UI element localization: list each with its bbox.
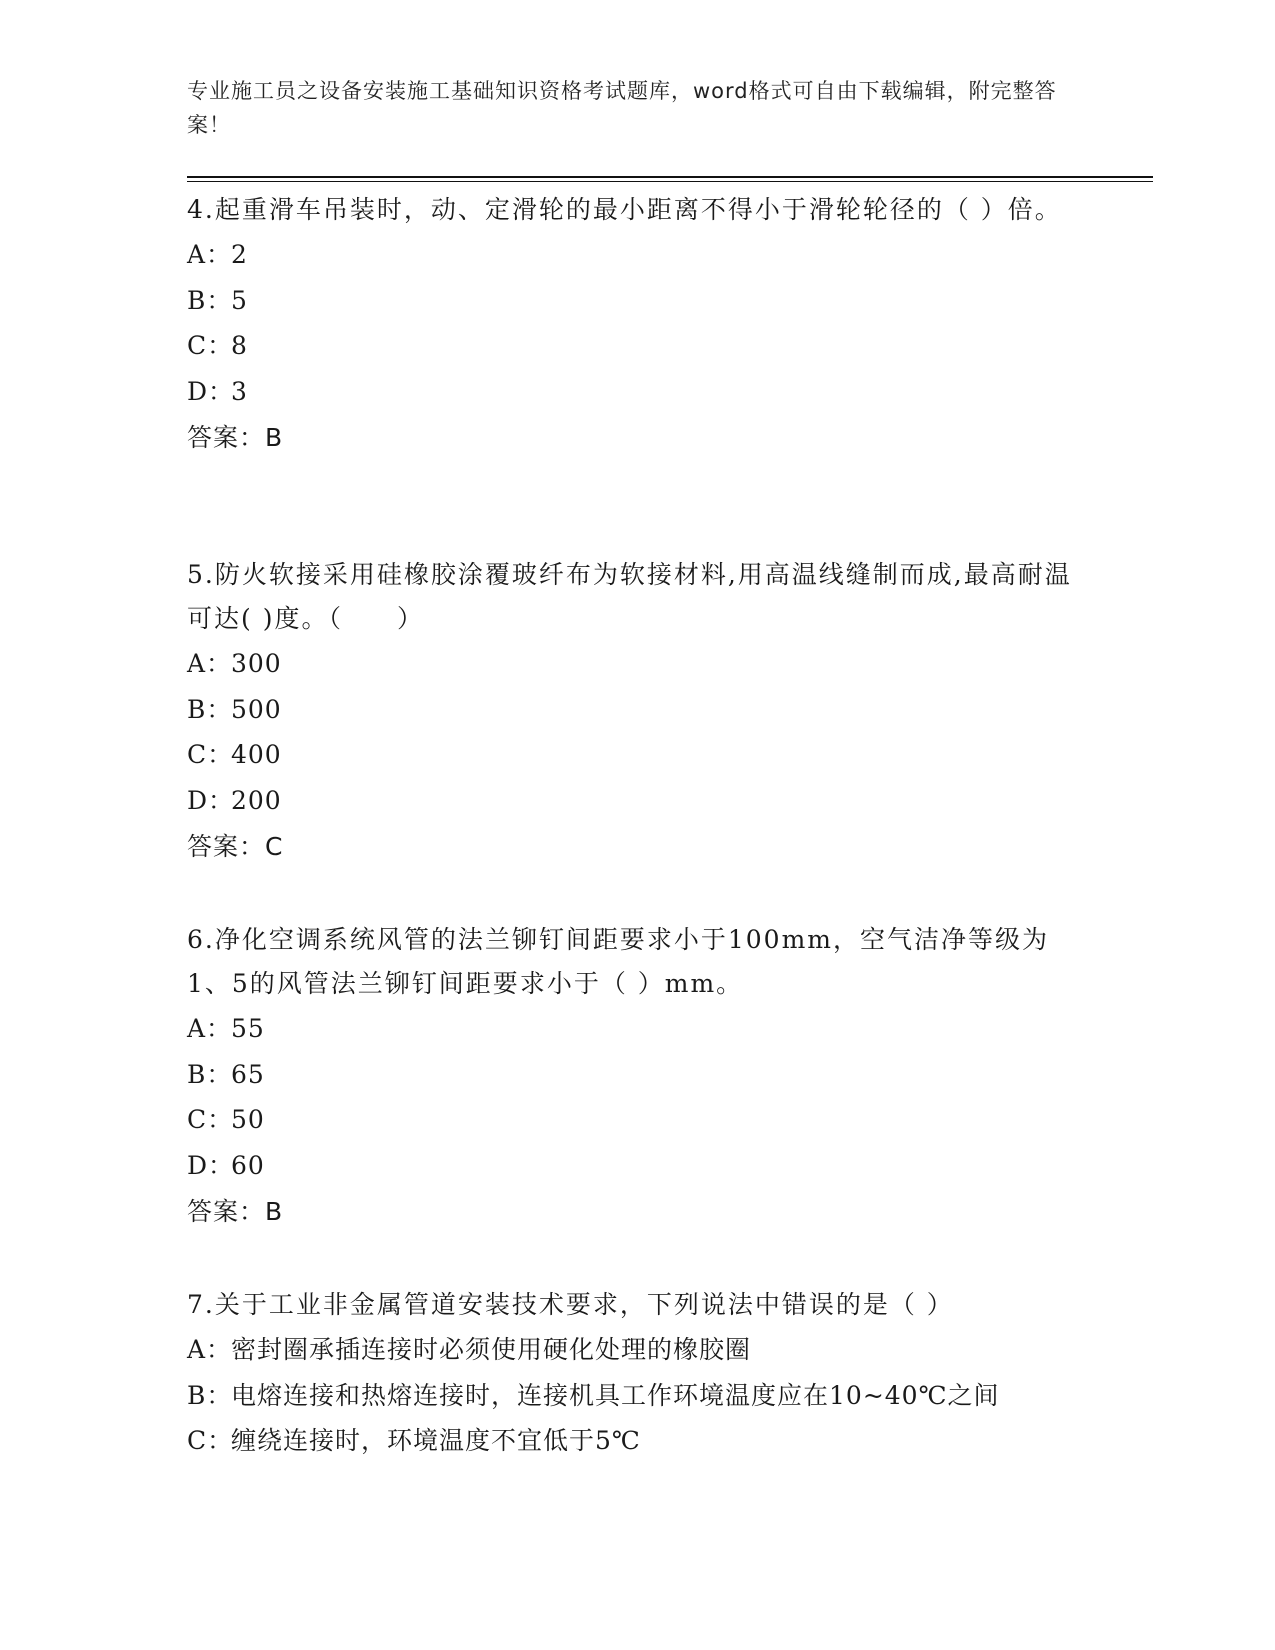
option-b xyxy=(187,1373,1087,1419)
option-b xyxy=(187,278,1087,324)
option-key: B： xyxy=(187,1059,233,1089)
document-header: 专业施工员之设备安装施工基础知识资格考试题库，word格式可自由下载编辑，附完整答案！ xyxy=(187,79,1057,137)
option-a xyxy=(187,1006,1087,1052)
option-text: 缠绕连接时，环境温度不宜低于5℃ xyxy=(231,1426,641,1455)
option-key: B： xyxy=(187,694,233,724)
option-text: 电熔连接和热熔连接时，连接机具工作环境温度应在10~40℃之间 xyxy=(231,1380,1000,1410)
option-text: 60 xyxy=(231,1150,265,1180)
option-d xyxy=(187,778,1087,824)
option-key: D： xyxy=(187,785,235,815)
option-b xyxy=(187,687,1087,733)
option-text: 65 xyxy=(231,1059,265,1089)
option-key: B： xyxy=(187,285,233,315)
option-d xyxy=(187,1143,1087,1189)
option-key: A： xyxy=(187,649,233,678)
option-key: C： xyxy=(187,331,234,360)
option-text: 3 xyxy=(231,376,248,406)
option-b xyxy=(187,1052,1087,1098)
header-divider-top xyxy=(187,176,1153,178)
option-d xyxy=(187,369,1087,415)
option-key: C： xyxy=(187,1426,234,1455)
option-c xyxy=(187,1418,1087,1464)
answer-line: 答案：C xyxy=(187,832,284,861)
option-text: 200 xyxy=(231,785,282,815)
option-text: 55 xyxy=(231,1014,265,1043)
question-6 xyxy=(187,918,1087,1234)
question-stem: 6.净化空调系统风管的法兰铆钉间距要求小于100mm，空气洁净等级为1、5的风管法兰铆钉间距要求小于（ ）mm。 xyxy=(187,925,1049,998)
option-c xyxy=(187,323,1087,369)
option-key: A： xyxy=(187,1014,233,1043)
option-text: 400 xyxy=(231,740,282,769)
question-5 xyxy=(187,553,1087,869)
option-c xyxy=(187,1097,1087,1143)
option-c xyxy=(187,732,1087,778)
option-text: 5 xyxy=(231,285,248,315)
option-key: D： xyxy=(187,376,235,406)
question-stem: 7.关于工业非金属管道安装技术要求，下列说法中错误的是（ ） xyxy=(187,1290,954,1319)
question-4 xyxy=(187,188,1087,460)
option-key: C： xyxy=(187,740,234,769)
question-7 xyxy=(187,1283,1087,1464)
answer-line: 答案：B xyxy=(187,1197,284,1226)
option-a xyxy=(187,641,1087,687)
option-key: A： xyxy=(187,240,233,269)
option-a xyxy=(187,1327,1087,1373)
option-key: A： xyxy=(187,1335,233,1364)
option-a xyxy=(187,232,1087,278)
option-key: B： xyxy=(187,1380,233,1410)
option-key: D： xyxy=(187,1150,235,1180)
question-stem: 5.防火软接采用硅橡胶涂覆玻纤布为软接材料,用高温线缝制而成,最高耐温可达( )度。（ ） xyxy=(187,560,1072,633)
answer-line: 答案：B xyxy=(187,423,284,452)
option-text: 8 xyxy=(231,331,248,360)
option-text: 300 xyxy=(231,649,282,678)
option-text: 50 xyxy=(231,1105,265,1134)
option-key: C： xyxy=(187,1105,234,1134)
option-text: 500 xyxy=(231,694,282,724)
option-text: 2 xyxy=(231,240,248,269)
header-divider-bottom xyxy=(187,181,1153,182)
question-stem: 4.起重滑车吊装时，动、定滑轮的最小距离不得小于滑轮轮径的（ ）倍。 xyxy=(187,195,1062,224)
option-text: 密封圈承插连接时必须使用硬化处理的橡胶圈 xyxy=(231,1335,752,1364)
